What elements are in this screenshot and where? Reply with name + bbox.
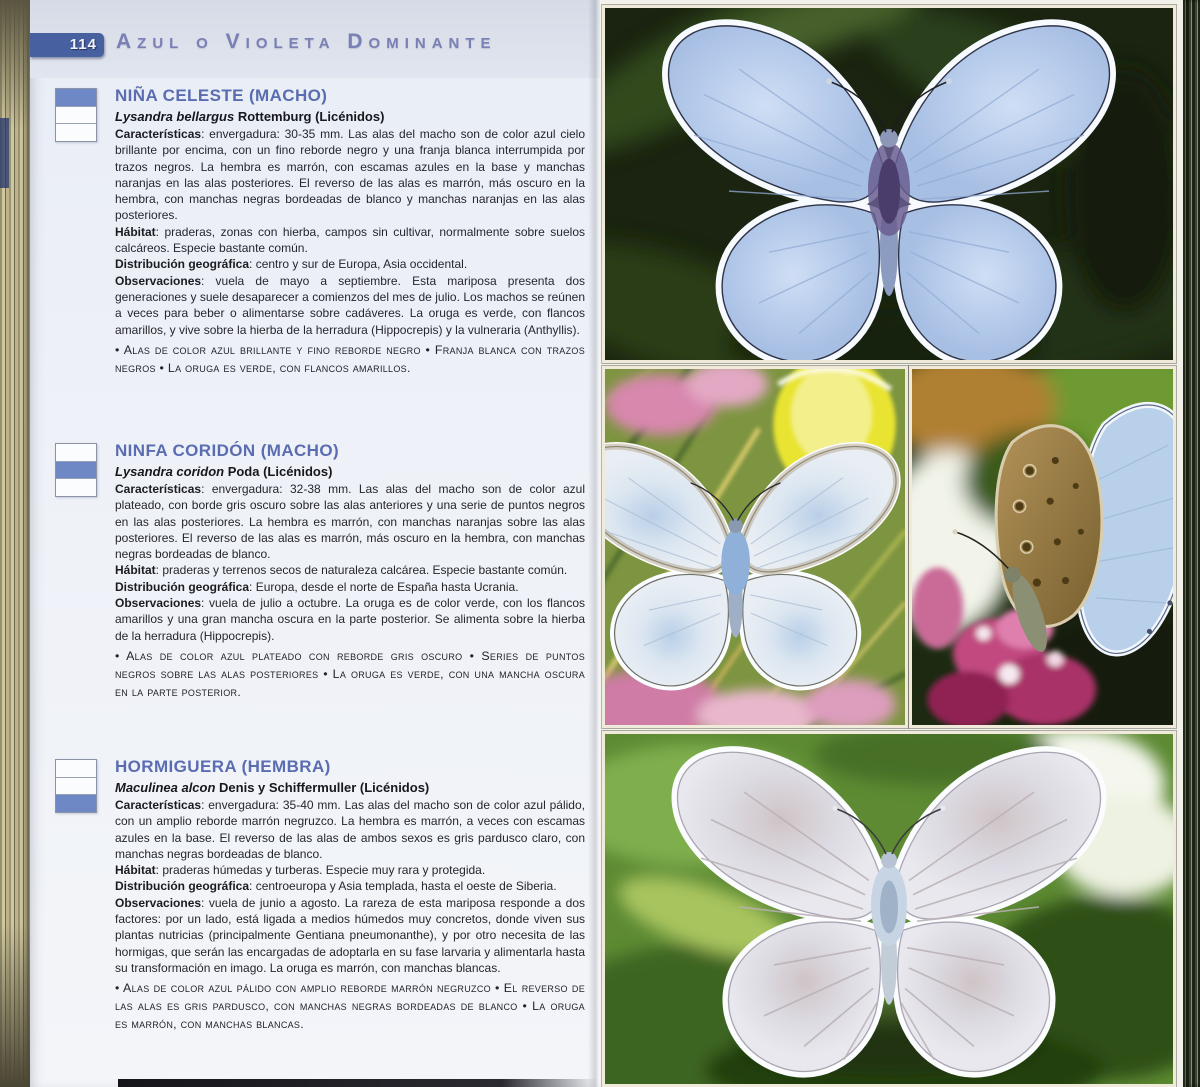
latin-name: Lysandra bellargus [115,109,235,124]
photo-hormiguera [602,731,1176,1087]
section-habitat: Hábitat: praderas, zonas con hierba, campos sin cultivar, normalmente sobre suelos calcáreos. Especie bastante común. [115,224,585,256]
scientific-name [115,109,585,124]
page-stack-right-edge [1183,0,1200,1087]
section-observaciones: Observaciones: vuela de julio a octubre. La oruga es de color verde, con los flancos amarillos y una gran mancha oscura en la parte posterior. Se alimenta sobre la hierba de la herradura (Hippocrepis). [115,596,585,643]
butterfly-photo-illustration [605,369,905,725]
page-number: 114 [69,36,97,53]
latin-name: Lysandra coridon [115,464,225,479]
section-caracteristicas: Características: envergadura: 32-38 mm. Las alas del macho son de color azul plateado, con borde gris oscuro sobre las alas anteriores y una serie de puntos negros en las alas posteriores. La hembra es marrón, con manchas naranjas sobre las alas posteriores. El reverso de las alas es marrón, más oscuro en la hembra, con manchas negras bordeadas de blanco. [115,482,585,562]
position-indicator-icon [55,443,97,497]
page-bottom-shadow [118,1079,598,1087]
photo-ninfa-coridon-flowers [909,366,1176,728]
species-title: NINFA CORIDÓN (MACHO) [115,441,340,460]
position-indicator-icon [55,759,97,813]
scientific-name [115,464,585,479]
section-distribucion: Distribución geográfica: centro y sur de Europa, Asia occidental. [115,257,468,272]
key-features: • Alas de color azul brillante y fino reborde negro • Franja blanca con trazos negros • La oruga es verde, con flancos amarillos. [115,342,585,375]
key-features: • Alas de color azul pálido con amplio reborde marrón negruzco • El reverso de las alas es gris pardusco, con manchas negras bordeadas de blanco • La oruga es marrón, con manchas blancas. [115,981,585,1032]
section-habitat: Hábitat: praderas húmedas y turberas. Especie muy rara y protegida. [115,863,486,878]
section-caracteristicas: Características: envergadura: 35-40 mm. Las alas del macho son de color azul pálido, con un amplio reborde marrón negruzco. La hembra es marrón, a veces con escamas azules en la base. El reverso de las alas de ambos sexos es gris pardusco claro, con manchas negras bordeadas de blanco. [115,798,585,861]
page-title: Azul o Violeta Dominante [116,30,497,53]
section-habitat: Hábitat: praderas y terrenos secos de naturaleza calcárea. Especie bastante común. [115,563,568,578]
authority: Rottemburg (Licénidos) [234,109,385,124]
photo-nina-celeste [602,5,1176,363]
section-observaciones: Observaciones: vuela de junio a agosto. La rareza de esta mariposa responde a dos factores: por un lado, está ligada a medios húmedos muy concretos, donde viven sus plantas nutricias (principalmente Gentiana pneumonanthe), y por otro necesita de las hormigas, que serán las encargadas de adoptarla en su fase larvaria y alimentarla hasta su transformación en imago. La oruga es marrón, con manchas blancas. [115,895,585,975]
authority: Poda (Licénidos) [224,464,333,479]
section-distribucion: Distribución geográfica: Europa, desde el norte de España hasta Ucrania. [115,579,519,594]
butterfly-photo-illustration [605,8,1173,360]
species-title: NIÑA CELESTE (MACHO) [115,86,328,105]
species-title: HORMIGUERA (HEMBRA) [115,757,331,776]
authority: Denis y Schiffermuller (Licénidos) [215,780,430,795]
butterfly-photo-illustration [912,369,1173,725]
butterfly-photo-illustration [605,734,1173,1084]
page-gutter [588,0,604,1087]
page-number-badge [30,33,104,57]
section-distribucion: Distribución geográfica: centroeuropa y Asia templada, hasta el oeste de Siberia. [115,879,557,894]
photo-page [600,0,1183,1087]
text-page [30,0,600,1087]
section-observaciones: Observaciones: vuela de mayo a septiembre. Esta mariposa presenta dos generaciones y suele desaparecer a comienzos del mes de julio. Los machos se reúnen a veces para beber o alimentarse sobre cadáveres. La oruga es verde, con flancos amarillos, y vive sobre la hierba de la herradura (Hippocrepis) y la vulneraria (Anthyllis). [115,273,585,337]
scientific-name [115,780,585,795]
section-caracteristicas: Características: envergadura: 30-35 mm. Las alas del macho son de color azul cielo brillante por encima, con un fino reborde negro y una franja blanca interrumpida por trazos negros. La hembra es marrón, con escamas azules en la base y manchas naranjas en las alas posteriores. El reverso de las alas es marrón, más oscuro en la hembra, con manchas negras bordeadas de blanco y manchas naranjas en las alas posteriores. [115,127,585,223]
position-indicator-icon [55,88,97,142]
section-color-tab [0,118,9,188]
key-features: • Alas de color azul plateado con reborde gris oscuro • Series de puntos negros sobre las alas posteriores • La oruga es verde, con una mancha oscura en la parte posterior. [115,648,585,699]
photo-ninfa-coridon-grass [602,366,908,728]
latin-name: Maculinea alcon [115,780,216,795]
page-header [30,0,600,78]
